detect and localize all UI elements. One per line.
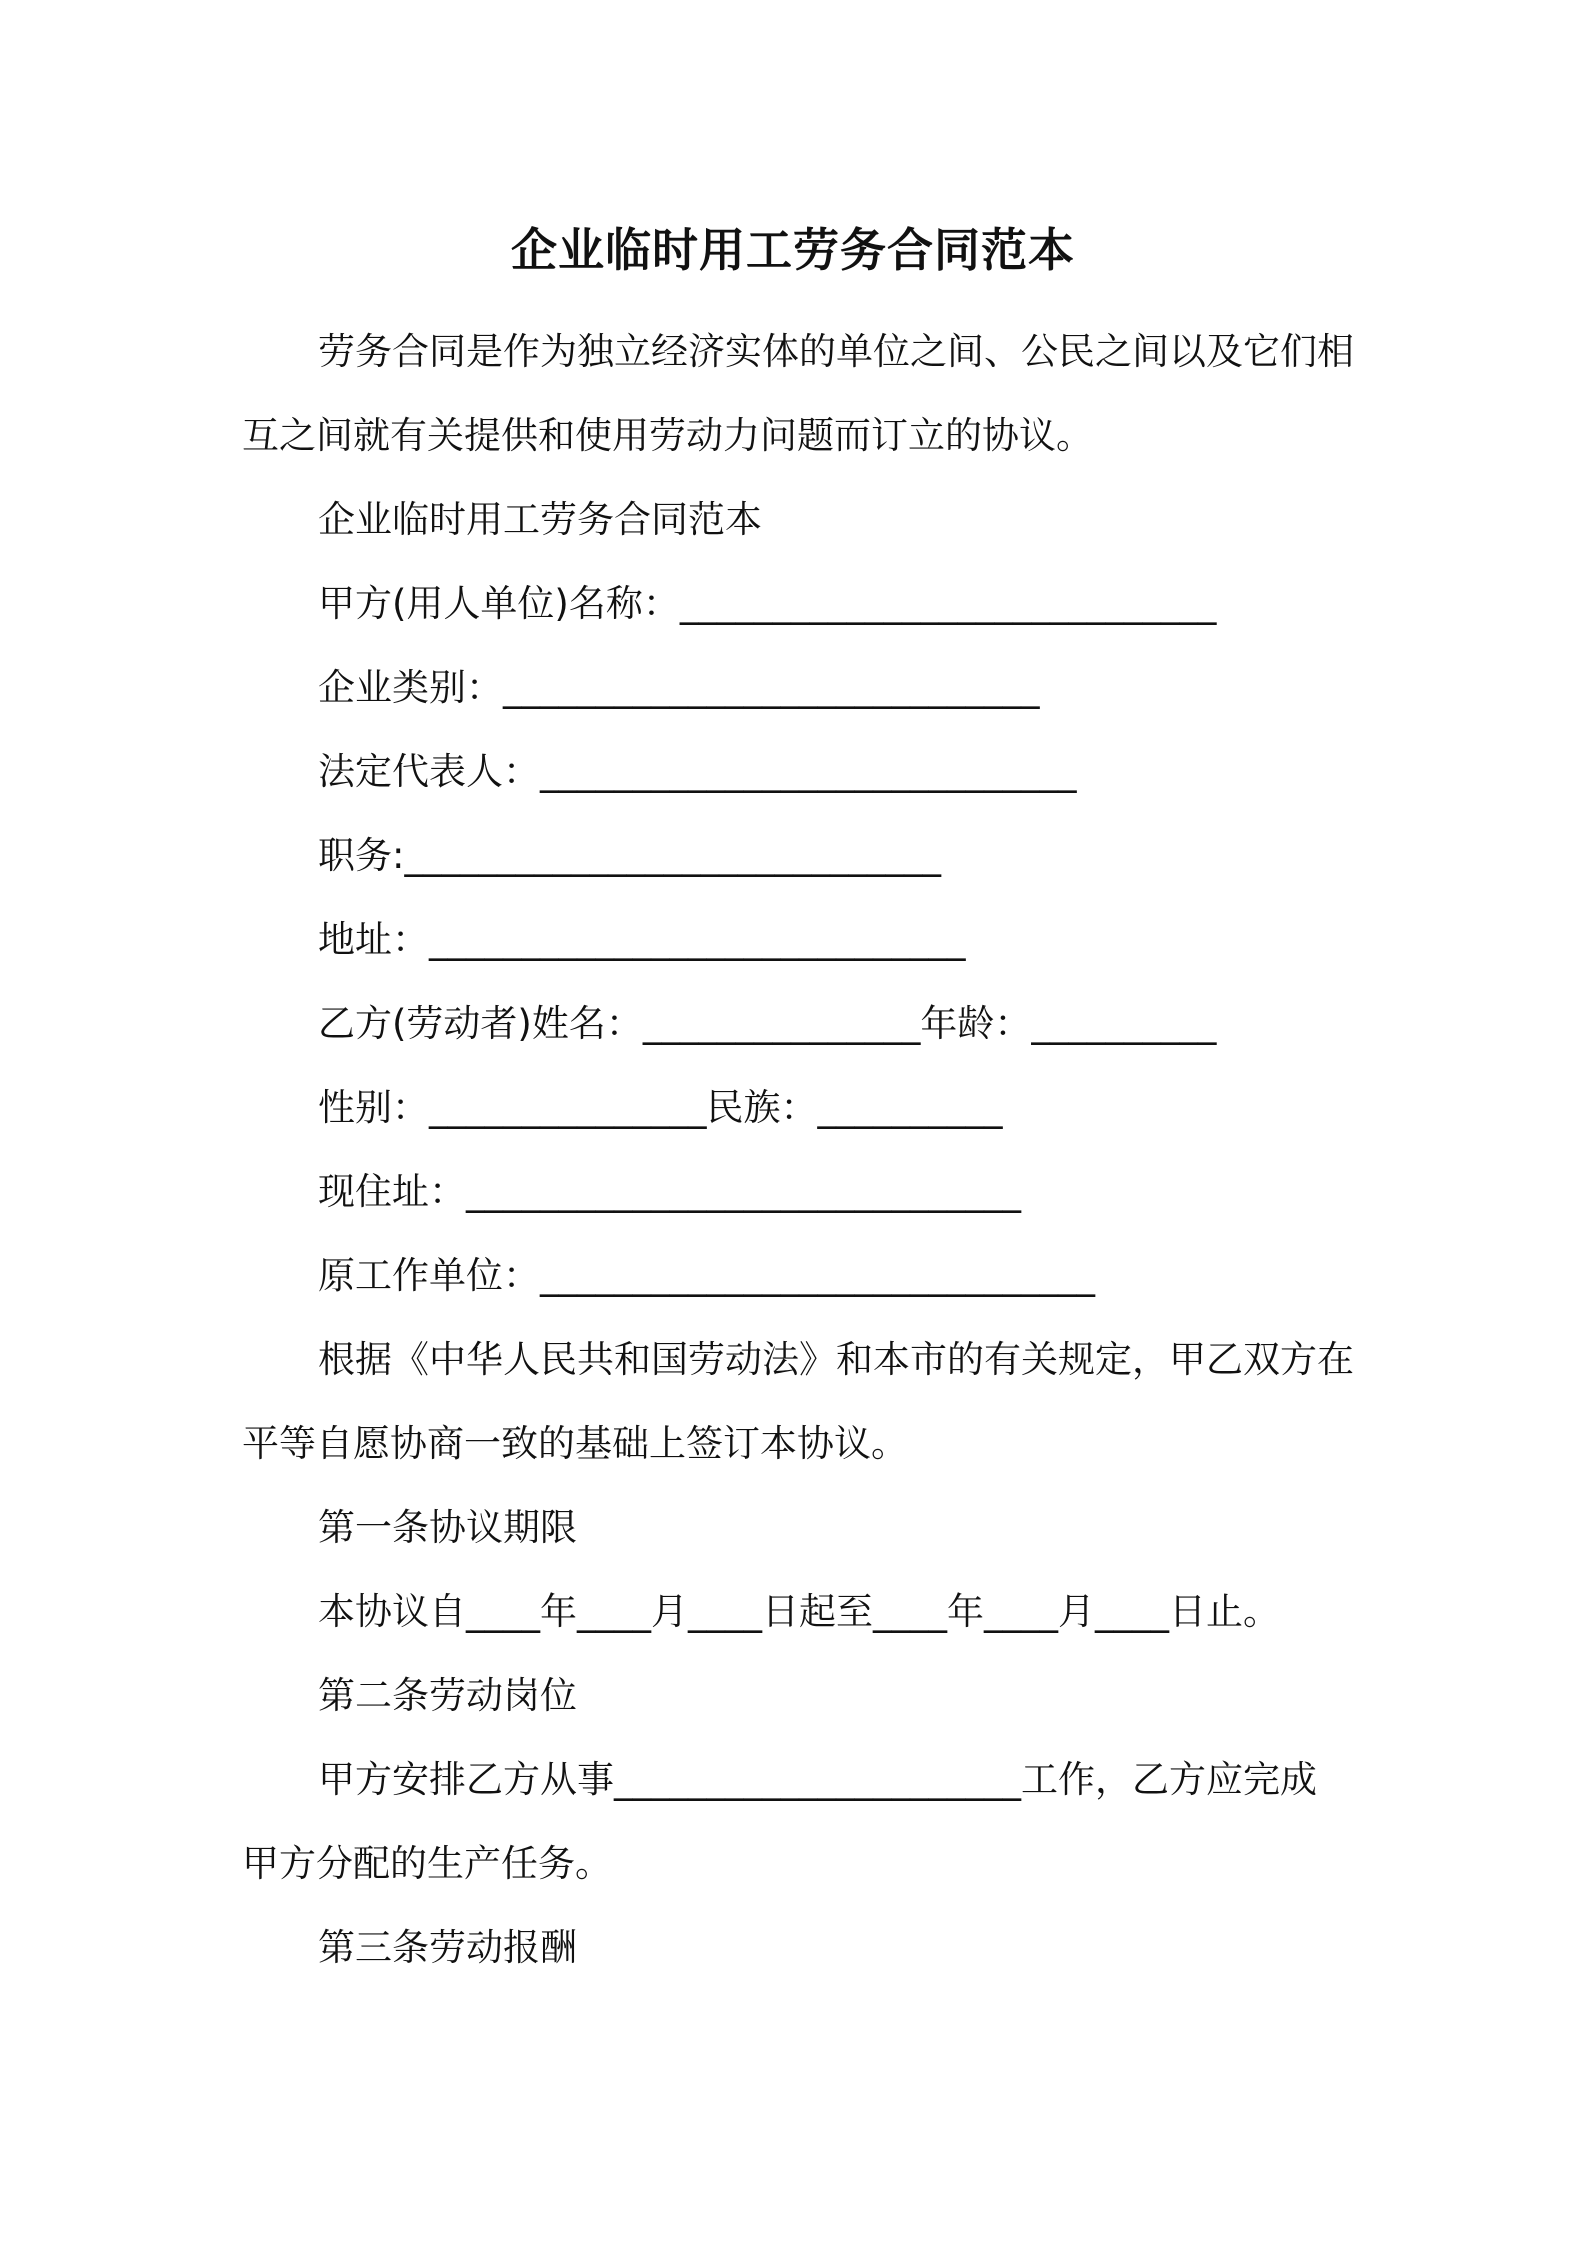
former-employer-field: 原工作单位：______________________________ [318, 1254, 1095, 1297]
article-3-heading: 第三条劳动报酬 [318, 1926, 577, 1969]
company-category-field: 企业类别：_____________________________ [318, 666, 1040, 709]
subtitle: 企业临时用工劳务合同范本 [318, 498, 762, 541]
intro-line-2: 互之间就有关提供和使用劳动力问题而订立的协议。 [242, 414, 1093, 457]
document-title: 企业临时用工劳务合同范本 [511, 223, 1075, 277]
gender-ethnicity-field: 性别：_______________民族：__________ [318, 1086, 1003, 1129]
position-field: 职务:_____________________________ [318, 834, 941, 877]
article-1-term: 本协议自____年____月____日起至____年____月____日止。 [318, 1590, 1280, 1633]
party-a-name-field: 甲方(用人单位)名称：_____________________________ [318, 582, 1217, 625]
article-1-heading: 第一条协议期限 [318, 1506, 577, 1549]
article-2-line-1: 甲方安排乙方从事______________________工作，乙方应完成 [318, 1758, 1317, 1801]
article-2-line-2: 甲方分配的生产任务。 [242, 1842, 612, 1885]
basis-line-1: 根据《中华人民共和国劳动法》和本市的有关规定，甲乙双方在 [318, 1338, 1354, 1381]
basis-line-2: 平等自愿协商一致的基础上签订本协议。 [242, 1422, 908, 1465]
intro-line-1: 劳务合同是作为独立经济实体的单位之间、公民之间以及它们相 [318, 330, 1354, 373]
legal-representative-field: 法定代表人：_____________________________ [318, 750, 1077, 793]
address-field: 地址：_____________________________ [318, 918, 966, 961]
current-address-field: 现住址：______________________________ [318, 1170, 1021, 1213]
party-b-name-age-field: 乙方(劳动者)姓名：_______________年龄：__________ [318, 1002, 1217, 1045]
article-2-heading: 第二条劳动岗位 [318, 1674, 577, 1717]
